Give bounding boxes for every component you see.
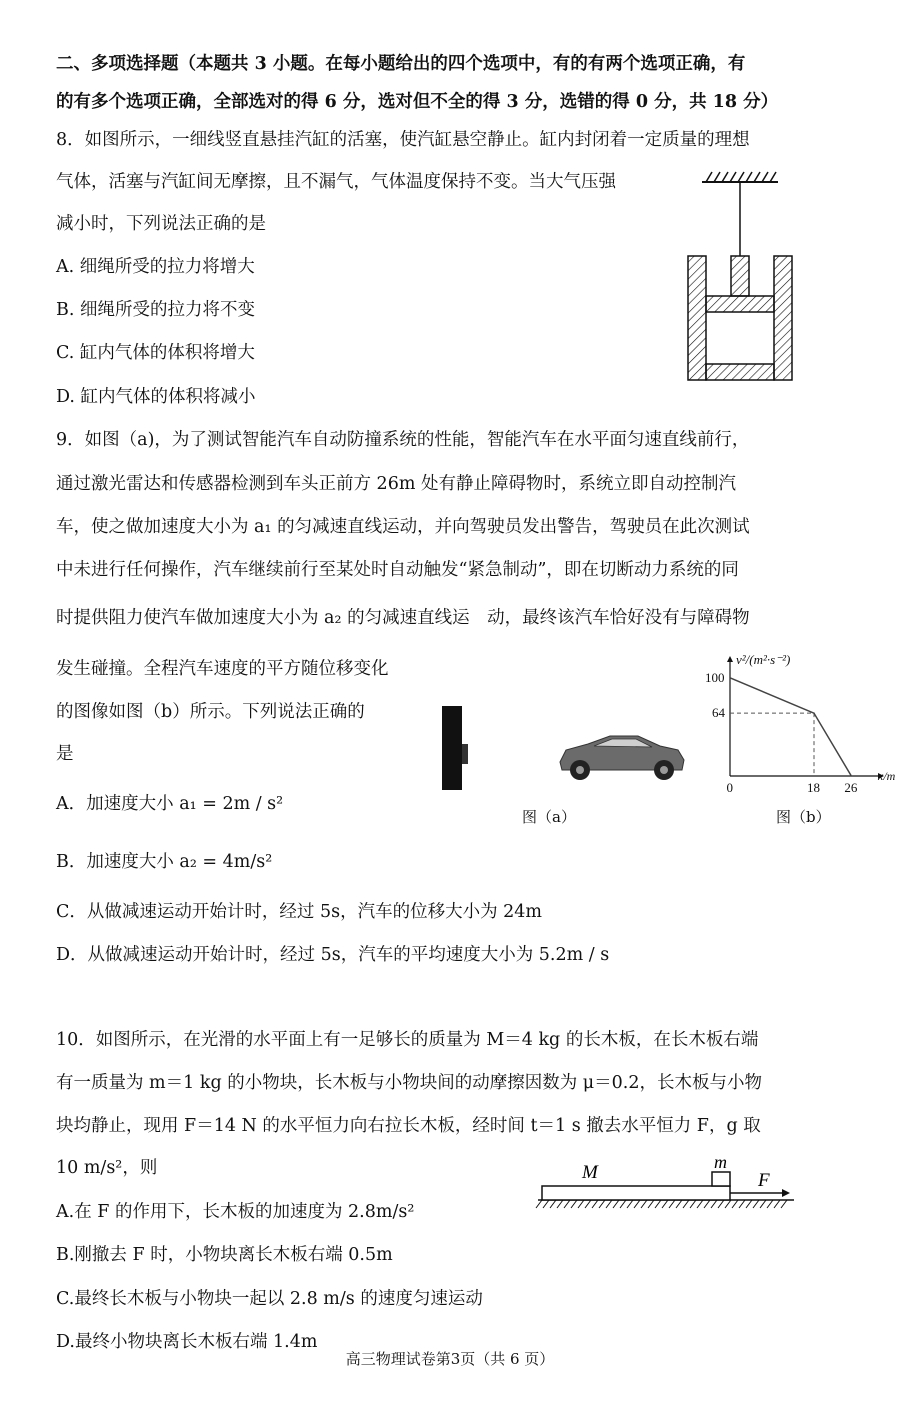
y-tick-100: 100 bbox=[705, 669, 725, 685]
q9-stem-line4: 中未进行任何操作，汽车继续前行至某处时自动触发“紧急制动”，即在切断动力系统的同 bbox=[56, 560, 739, 580]
y-axis-arrow bbox=[727, 656, 733, 662]
q9-stem-line5: 时提供阻力使汽车做加速度大小为 a₂ 的匀减速直线运 动，最终该汽车恰好没有与障碍物 bbox=[56, 608, 750, 628]
piston bbox=[706, 296, 774, 312]
piston-rod bbox=[731, 256, 749, 296]
small-block bbox=[712, 1172, 730, 1186]
obstacle-sensor bbox=[462, 744, 468, 764]
car-icon bbox=[560, 736, 684, 780]
q10-stem-line1: 10．如图所示，在光滑的水平面上有一足够长的质量为 M＝4 kg 的长木板，在长木板右端 bbox=[56, 1030, 759, 1050]
q10-option-a: A.在 F 的作用下，长木板的加速度为 2.8m/s² bbox=[56, 1202, 415, 1222]
q8-stem-line1: 8．如图所示，一细线竖直悬挂汽缸的活塞，使汽缸悬空静止。缸内封闭着一定质量的理想 bbox=[56, 130, 750, 150]
q9-option-c: C．从做减速运动开始计时，经过 5s，汽车的位移大小为 24m bbox=[56, 902, 542, 922]
q8-stem-line2: 气体，活塞与汽缸间无摩擦，且不漏气，气体温度保持不变。当大气压强 bbox=[56, 172, 616, 192]
q9-option-b: B．加速度大小 a₂ = 4m/s² bbox=[56, 852, 273, 872]
q9-caption-b: 图（b） bbox=[776, 808, 831, 826]
q10-stem-line3: 块均静止，现用 F＝14 N 的水平恒力向右拉长木板，经时间 t＝1 s 撤去水平恒力 F，g 取 bbox=[56, 1116, 761, 1136]
x-axis-label: x/m bbox=[878, 769, 896, 783]
data-point-1 bbox=[813, 712, 815, 714]
q9-stem-line7: 的图像如图（b）所示。下列说法正确的 bbox=[56, 702, 365, 722]
label-F: F bbox=[758, 1170, 770, 1191]
x-tick-18: 18 bbox=[807, 780, 820, 795]
q8-option-b: B. 细绳所受的拉力将不变 bbox=[56, 300, 255, 320]
q10-stem-line4: 10 m/s²，则 bbox=[56, 1158, 158, 1178]
x-tick-0: 0 bbox=[726, 780, 733, 795]
q9-stem-line2: 通过激光雷达和传感器检测到车头正前方 26m 处有静止障碍物时，系统立即自动控制汽 bbox=[56, 474, 736, 494]
q10-stem-line2: 有一质量为 m＝1 kg 的小物块，长木板与小物块间的动摩擦因数为 μ＝0.2，长木板与小物 bbox=[56, 1073, 762, 1093]
q10-option-b: B.刚撤去 F 时，小物块离长木板右端 0.5m bbox=[56, 1245, 393, 1265]
q9-stem-line6: 发生碰撞。全程汽车速度的平方随位移变化 bbox=[56, 659, 389, 679]
label-m: m bbox=[714, 1152, 727, 1172]
q9-stem-line3: 车，使之做加速度大小为 a₁ 的匀减速直线运动，并向驾驶员发出警告，驾驶员在此次测试 bbox=[56, 517, 750, 537]
ceiling-support bbox=[702, 172, 778, 182]
q9-figure-a bbox=[438, 700, 688, 800]
label-M: M bbox=[582, 1162, 598, 1183]
q9-stem-line8: 是 bbox=[56, 744, 74, 764]
q8-stem-line3: 减小时，下列说法正确的是 bbox=[56, 214, 266, 234]
q8-cylinder-figure bbox=[680, 168, 805, 388]
ground bbox=[536, 1200, 794, 1208]
y-tick-64: 64 bbox=[712, 705, 725, 721]
q10-option-d: D.最终小物块离长木板右端 1.4m bbox=[56, 1332, 318, 1352]
page-footer: 高三物理试卷第3页（共 6 页） bbox=[345, 1350, 555, 1368]
long-board bbox=[542, 1186, 730, 1200]
q9-caption-a: 图（a） bbox=[522, 808, 576, 826]
data-point-2 bbox=[851, 775, 853, 777]
section-header-line1: 二、多项选择题（本题共 3 小题。在每小题给出的四个选项中，有的有两个选项正确，有 bbox=[56, 54, 746, 74]
y-axis-label: v²/(m²·s⁻²) bbox=[736, 652, 791, 667]
section-header-line2: 的有多个选项正确，全部选对的得 6 分，选对但不全的得 3 分，选错的得 0 分，共 18 分） bbox=[56, 92, 779, 112]
q10-board-figure bbox=[532, 1148, 802, 1218]
q9-stem-line1: 9．如图（a)，为了测试智能汽车自动防撞系统的性能，智能汽车在水平面匀速直线前行， bbox=[56, 430, 750, 450]
q10-option-c: C.最终长木板与小物块一起以 2.8 m/s 的速度匀速运动 bbox=[56, 1289, 483, 1309]
series-line bbox=[730, 678, 851, 776]
data-point-0 bbox=[729, 677, 731, 679]
q9-option-a: A．加速度大小 a₁ = 2m / s² bbox=[56, 794, 284, 814]
x-tick-26: 26 bbox=[844, 780, 858, 795]
q8-option-d: D. 缸内气体的体积将减小 bbox=[56, 387, 256, 407]
q9-option-d: D．从做减速运动开始计时，经过 5s，汽车的平均速度大小为 5.2m / s bbox=[56, 945, 610, 965]
q8-option-c: C. 缸内气体的体积将增大 bbox=[56, 343, 255, 363]
q9-figure-b-chart bbox=[700, 652, 896, 798]
q8-option-a: A. 细绳所受的拉力将增大 bbox=[56, 257, 255, 277]
obstacle-wall bbox=[442, 706, 462, 790]
